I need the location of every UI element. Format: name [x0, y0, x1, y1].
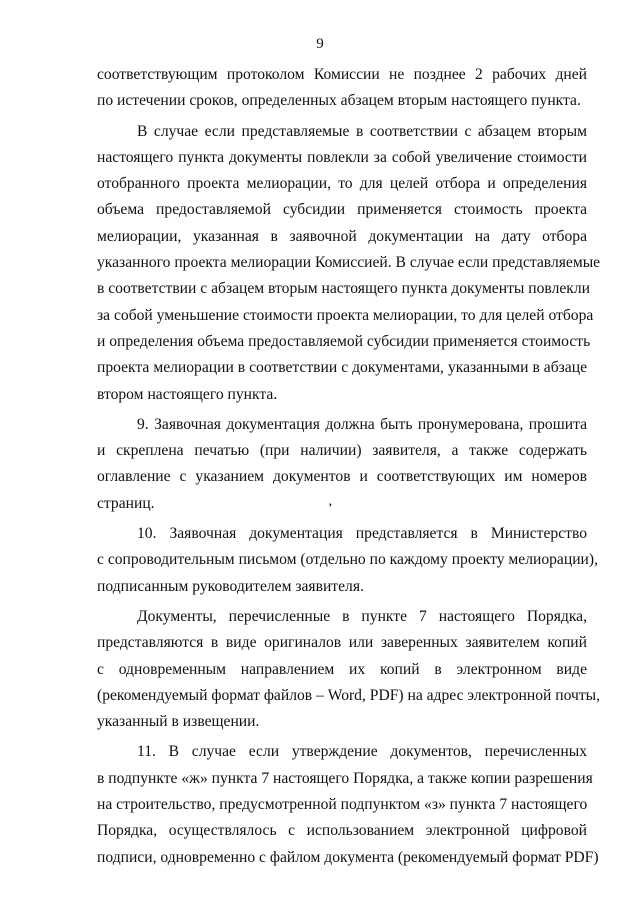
text-line: оглавление с указанием документов и соответствующих им номеров — [97, 468, 587, 486]
text-line: за собой уменьшение стоимости проекта мелиорации, то для целей отбора — [97, 306, 594, 324]
text-line: проекта мелиорации в соответствии с документами, указанными в абзаце — [97, 359, 587, 377]
paragraph-first-line: Документы, перечисленные в пункте 7 настоящего Порядка, — [137, 607, 587, 625]
text-line: с одновременным направлением их копий в электронном виде — [97, 660, 587, 678]
paragraph-first-line: 10. Заявочная документация представляется в Министерство — [137, 525, 587, 543]
text-line: соответствующим протоколом Комиссии не позднее 2 рабочих дней — [97, 66, 587, 83]
text-line: и скреплена печатью (при наличии) заявителя, а также содержать — [97, 442, 587, 460]
text-line: в подпункте «ж» пункта 7 настоящего Порядка, а также копии разрешения — [97, 769, 593, 787]
text-line: (рекомендуемый формат файлов – Word, PDF) на адрес электронной почты, — [97, 686, 601, 704]
text-line: отобранного проекта мелиорации, то для целей отбора и определения — [97, 175, 587, 193]
paragraph-first-line: 9. Заявочная документация должна быть пронумерована, прошита — [137, 415, 587, 433]
text-line: мелиорации, указанная в заявочной документации на дату отбора — [97, 227, 587, 245]
text-line: Порядка, осуществлялось с использованием электронной цифровой — [97, 822, 587, 840]
text-line: на строительство, предусмотренной подпунктом «з» пункта 7 настоящего — [97, 796, 588, 814]
text-line: по истечении сроков, определенных абзацем вторым настоящего пункта. — [97, 92, 581, 110]
page-number: 9 — [316, 36, 324, 52]
text-line: и определения объема предоставляемой субсидии применяется стоимость — [97, 332, 591, 350]
text-line: подписи, одновременно с файлом документа (рекомендуемый формат PDF) — [97, 848, 599, 866]
scan-artifact-mark: , — [329, 496, 332, 508]
text-line: представляются в виде оригиналов или заверенных заявителем копий — [97, 634, 587, 652]
text-line: с сопроводительным письмом (отдельно по каждому проекту мелиорации), — [97, 551, 598, 569]
document-body — [97, 62, 601, 871]
paragraph-first-line: В случае если представляемые в соответствии с абзацем вторым — [137, 122, 587, 140]
text-line: страниц. — [97, 494, 155, 512]
text-line: настоящего пункта документы повлекли за собой увеличение стоимости — [97, 148, 587, 166]
text-line: объема предоставляемой субсидии применяется стоимость проекта — [97, 201, 587, 219]
text-line: указанный в извещении. — [97, 713, 260, 731]
paragraph-first-line: 11. В случае если утверждение документов, перечисленных — [137, 743, 587, 761]
text-line: втором настоящего пункта. — [97, 385, 278, 403]
text-line: подписанным руководителем заявителя. — [97, 577, 364, 595]
text-line: в соответствии с абзацем вторым настоящего пункта документы повлекли — [97, 280, 590, 298]
text-line: указанного проекта мелиорации Комиссией. В случае если представляемые — [97, 254, 601, 272]
